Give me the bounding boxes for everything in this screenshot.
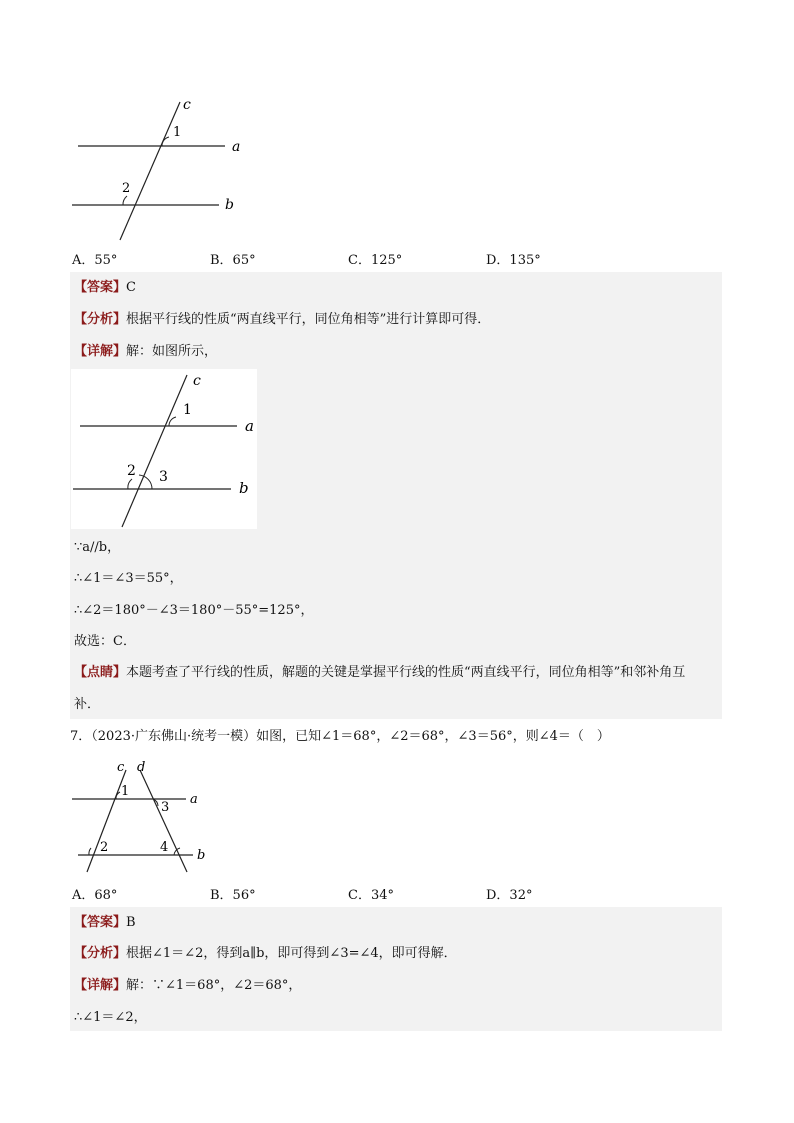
answer-tag: 【答案】 [74, 280, 127, 295]
option-c: C．125° [348, 253, 403, 268]
label-a: a [245, 417, 254, 435]
label-d: d [137, 760, 146, 775]
q7-options [72, 884, 592, 902]
q6-comment [74, 663, 685, 683]
label-a: a [232, 139, 241, 155]
analysis-tag: 【分析】 [74, 946, 127, 961]
analysis-text: 根据平行线的性质“两直线平行，同位角相等”进行计算即可得． [126, 312, 491, 327]
q6-step-1: ∵a//b， [74, 540, 121, 555]
q6-step-2: ∴∠1＝∠3＝55°， [74, 571, 183, 586]
comment-text: 本题考查了平行线的性质，解题的关键是掌握平行线的性质“两直线平行，同位角相等”和邻补角互 [126, 665, 686, 680]
label-2: 2 [127, 463, 136, 479]
label-4: 4 [160, 840, 169, 855]
q6-comment-cont: 补． [74, 697, 101, 712]
answer-tag: 【答案】 [74, 915, 127, 930]
label-b: b [225, 197, 234, 213]
comment-tag: 【点睛】 [74, 665, 127, 680]
q7-analysis [74, 944, 457, 964]
label-1: 1 [183, 402, 192, 418]
option-b: B．65° [210, 253, 256, 268]
option-d: D．135° [486, 253, 541, 268]
q6-answer [74, 278, 136, 298]
label-2: 2 [122, 181, 131, 196]
detail-text: 解：如图所示， [126, 344, 218, 359]
q6-step-4: 故选：C． [74, 634, 136, 649]
q7-figure [66, 758, 216, 876]
q6-step-3: ∴∠2＝180°－∠3＝180°－55°=125°， [74, 603, 314, 618]
option-d: D．32° [486, 888, 533, 903]
label-b: b [197, 848, 206, 863]
q7-answer [74, 913, 136, 933]
option-a: A．55° [72, 253, 118, 268]
answer-text: C [126, 280, 136, 295]
label-b: b [239, 479, 249, 497]
label-3: 3 [161, 800, 170, 815]
analysis-tag: 【分析】 [74, 312, 127, 327]
detail-tag: 【详解】 [74, 978, 127, 993]
label-c: c [117, 760, 125, 775]
option-c: C．34° [348, 888, 394, 903]
label-2: 2 [100, 840, 109, 855]
option-b: B．56° [210, 888, 256, 903]
label-1: 1 [121, 784, 130, 799]
label-1: 1 [173, 125, 182, 140]
q6-analysis [74, 310, 490, 330]
label-c: c [193, 373, 201, 389]
detail-text: 解：∵∠1＝68°，∠2＝68°， [126, 978, 302, 993]
q6-options [72, 249, 592, 267]
q7-step-1: ∴∠1＝∠2， [74, 1010, 147, 1025]
q6-figure-2 [71, 369, 257, 529]
label-3: 3 [159, 469, 168, 485]
detail-tag: 【详解】 [74, 344, 127, 359]
answer-text: B [126, 915, 136, 930]
q6-figure [66, 92, 256, 242]
label-a: a [190, 792, 198, 807]
label-c: c [183, 97, 191, 113]
q6-detail [74, 342, 217, 362]
q7-detail [74, 976, 301, 996]
analysis-text: 根据∠1＝∠2，得到a∥b，即可得到∠3=∠4，即可得解． [126, 946, 457, 961]
q7-question: 7．（2023·广东佛山·统考一模）如图，已知∠1＝68°，∠2＝68°，∠3＝56°，则∠4＝（ ） [70, 729, 610, 744]
option-a: A．68° [72, 888, 118, 903]
q7-solution-block [70, 907, 722, 1031]
